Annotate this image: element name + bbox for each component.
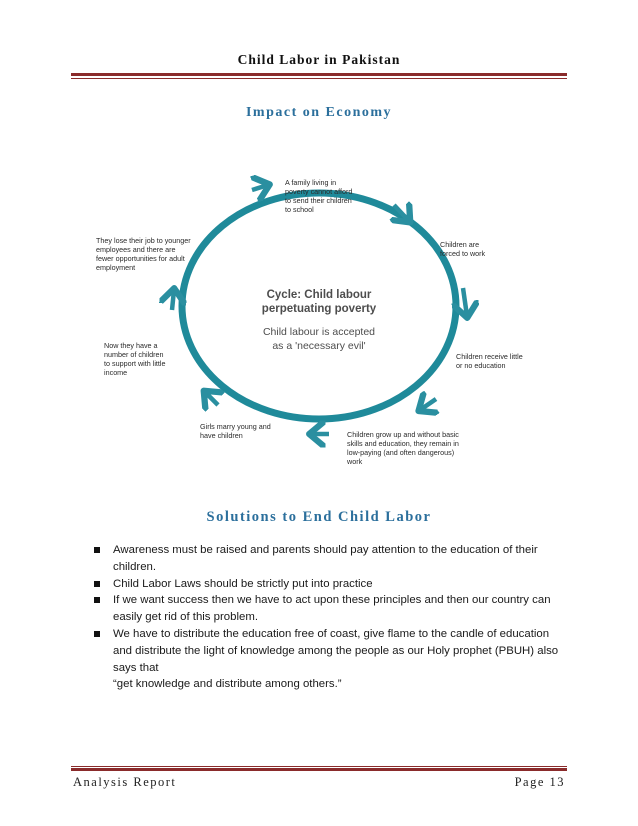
diagram-center-title-1: Cycle: Child labour xyxy=(266,289,372,301)
square-bullet-icon xyxy=(94,631,100,637)
step-text-line: Children receive little xyxy=(456,352,523,361)
cycle-arrow-icon xyxy=(205,392,218,405)
step-text-line: A family living in xyxy=(285,178,337,187)
list-item-line: If we want success then we have to act upon these principles and then our country can xyxy=(113,594,551,607)
list-item xyxy=(93,576,563,593)
square-bullet-icon xyxy=(94,581,100,587)
list-item-line: children. xyxy=(113,560,157,573)
step-text-line: or no education xyxy=(456,361,506,370)
step-text-line: employment xyxy=(96,263,136,272)
list-item-line: and distribute the light of knowledge among the people as our Holy prophet (PBUH) also xyxy=(113,644,559,657)
impact-section-title: Impact on Economy xyxy=(245,105,393,120)
cycle-step-6 xyxy=(104,341,166,377)
cycle-step-2 xyxy=(440,240,486,258)
cycle-step-3 xyxy=(456,352,523,370)
cycle-step-5 xyxy=(200,422,271,440)
step-text-line: forced to work xyxy=(440,249,486,258)
step-text-line: income xyxy=(104,368,128,377)
step-text-line: to school xyxy=(285,205,314,214)
list-item-line: Awareness must be raised and parents should pay attention to the education of their xyxy=(113,544,538,556)
cycle-step-7 xyxy=(96,236,191,272)
list-item-line: says that xyxy=(113,661,159,674)
list-item-line: “get knowledge and distribute among others.” xyxy=(113,678,342,691)
step-text-line: have children xyxy=(200,431,243,440)
step-text-line: low-paying (and often dangerous) xyxy=(347,448,455,457)
step-text-line: They lose their job to younger xyxy=(96,236,191,245)
step-text-line: Children are xyxy=(440,240,480,249)
square-bullet-icon xyxy=(94,597,100,603)
cycle-step-4 xyxy=(346,430,459,466)
step-text-line: fewer opportunities for adult xyxy=(96,254,185,263)
list-item xyxy=(93,592,563,626)
step-text-line: Children grow up and without basic xyxy=(347,430,459,439)
step-text-line: Girls marry young and xyxy=(200,422,271,431)
cycle-arrow-icon xyxy=(252,185,268,190)
footer-page-number: Page 13 xyxy=(514,775,565,789)
diagram-center-sub-1: Child labour is accepted xyxy=(262,326,376,338)
step-text-line: number of children xyxy=(104,350,164,359)
solutions-section-title: Solutions to End Child Labor xyxy=(206,509,432,525)
step-text-line: to support with little xyxy=(104,359,166,368)
step-text-line: poverty cannot afford xyxy=(285,187,353,196)
step-text-line: to send their children xyxy=(285,196,352,205)
cycle-arrow-icon xyxy=(420,399,436,410)
square-bullet-icon xyxy=(94,547,100,553)
list-item xyxy=(93,626,563,693)
step-text-line: skills and education, they remain in xyxy=(347,439,459,448)
diagram-center-sub-2: as a 'necessary evil' xyxy=(272,340,366,352)
cycle-arrow-icon xyxy=(172,290,174,310)
list-item xyxy=(93,542,563,576)
list-item-line: Child Labor Laws should be strictly put into practice xyxy=(113,577,373,590)
list-item-line: We have to distribute the education free of coast, give flame to the candle of education xyxy=(113,627,550,640)
page-header-title: Child Labor in Pakistan xyxy=(237,52,401,67)
step-text-line: employees and there are xyxy=(96,245,176,254)
cycle-arrow-icon xyxy=(463,288,467,316)
cycle-step-1 xyxy=(285,178,352,214)
solutions-list xyxy=(93,542,563,693)
footer-document-label: Analysis Report xyxy=(73,775,177,789)
step-text-line: Now they have a xyxy=(104,341,158,350)
list-item-line: easily get rid of this problem. xyxy=(113,611,258,624)
step-text-line: work xyxy=(347,457,363,466)
footer-rule-thin xyxy=(71,766,567,767)
footer-rule xyxy=(71,768,567,771)
diagram-center-title-2: perpetuating poverty xyxy=(261,303,377,315)
